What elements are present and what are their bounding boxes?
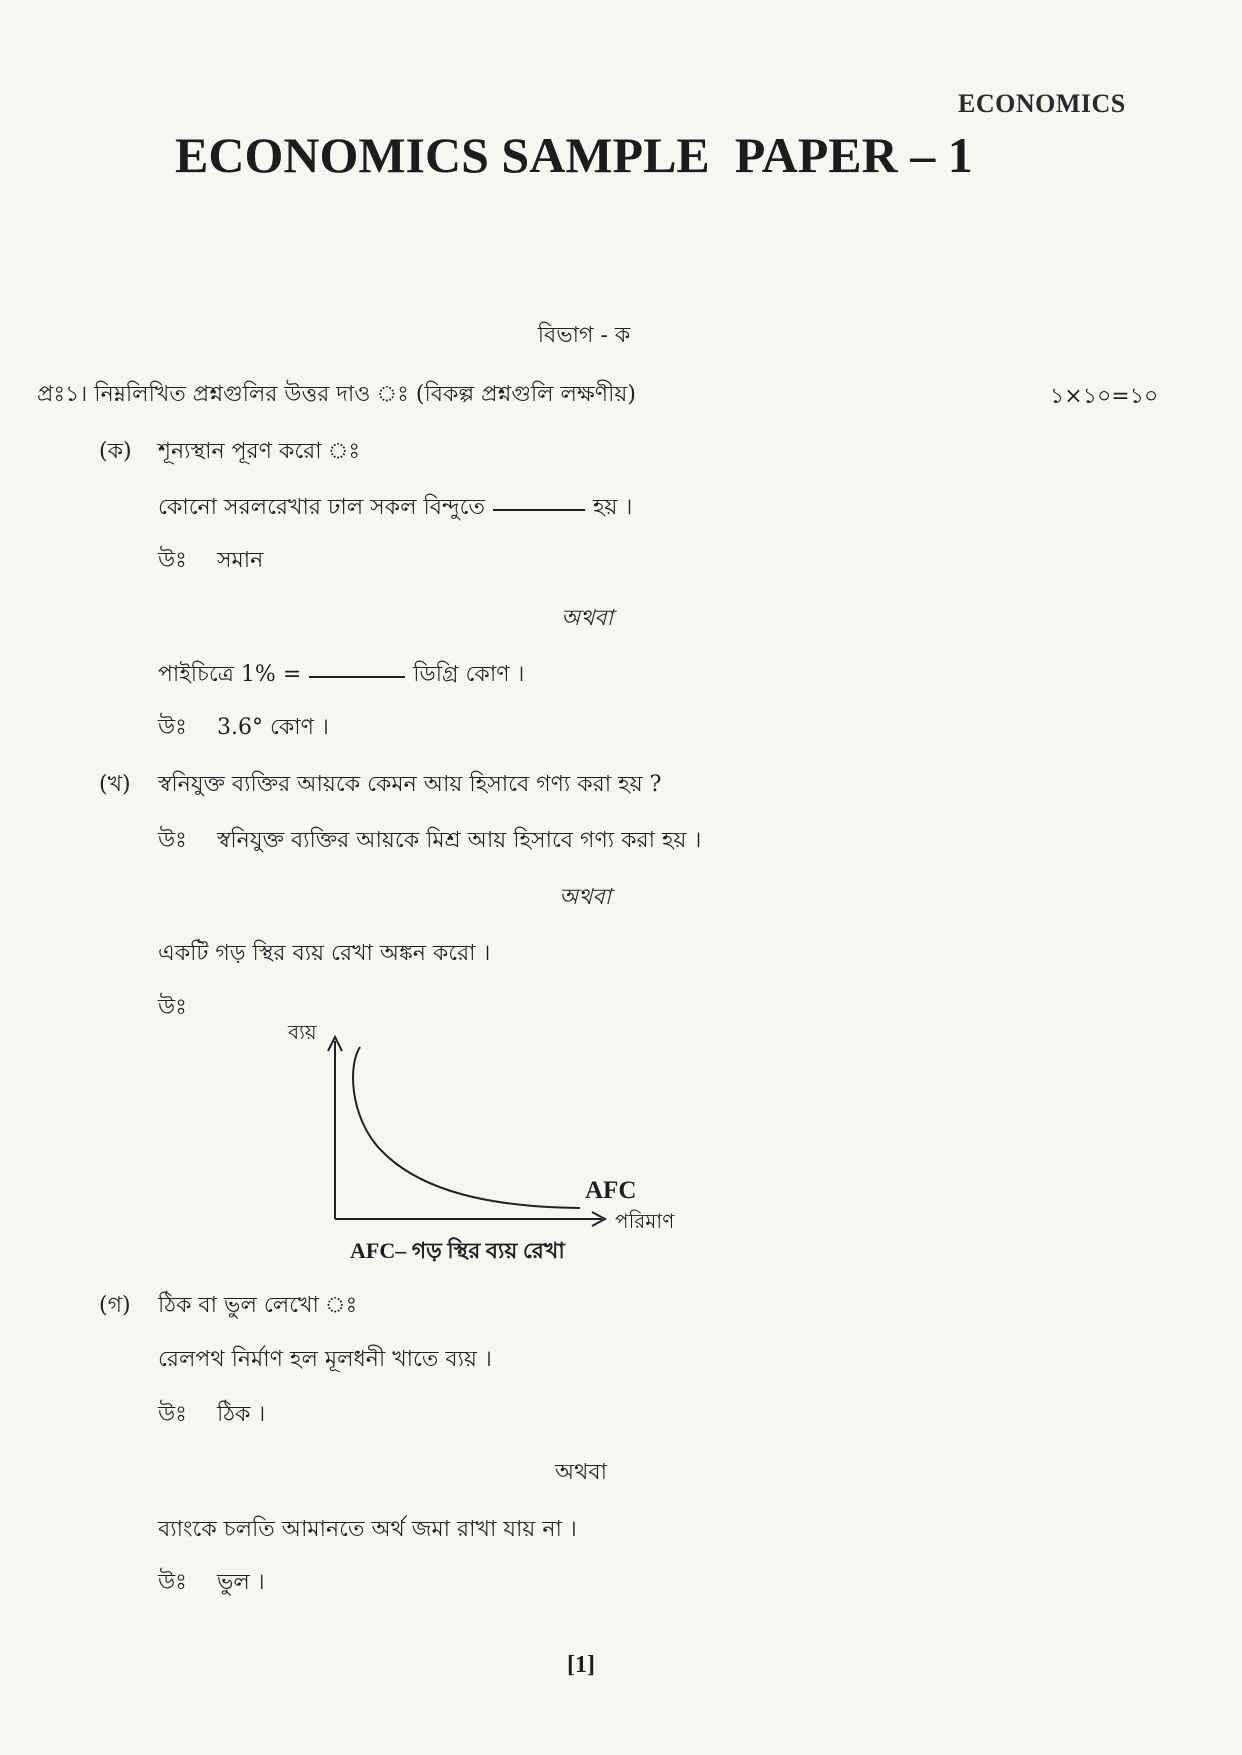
answer-prefix: উঃ: [158, 715, 187, 740]
answer-text: ঠিক ।: [217, 1402, 266, 1427]
or-separator: অথবা: [555, 1460, 607, 1485]
afc-graph: [300, 1025, 630, 1240]
part-ka-answer-2: [158, 714, 329, 742]
subject-header: ECONOMICS: [958, 89, 1126, 118]
answer-text: 3.6° কোণ ।: [217, 715, 329, 740]
answer-prefix: উঃ: [158, 828, 187, 853]
or-separator: অথবা: [559, 885, 611, 910]
fill-in-blank: [309, 675, 405, 678]
y-axis-label: ব্যয়: [288, 1020, 317, 1044]
fill-in-blank: [493, 508, 585, 511]
question-marks: ১×১০=১০: [1050, 384, 1159, 409]
question-text-before-blank: পাইচিত্রে 1% =: [158, 662, 302, 687]
question-text-before-blank: কোনো সরলরেখার ঢাল সকল বিন্দুতে: [158, 495, 485, 520]
part-ga-question-2: ব্যাংকে চলতি আমানতে অর্থ জমা রাখা যায় না ।: [158, 1517, 577, 1542]
part-kha-answer-1: [158, 827, 701, 855]
part-kha-question-1: স্বনিযুক্ত ব্যক্তির আয়কে কেমন আয় হিসাবে গণ্য করা হয় ?: [158, 772, 662, 797]
part-kha-label: (খ): [99, 772, 131, 797]
part-kha-answer-2-prefix: উঃ: [158, 995, 187, 1020]
graph-caption: AFC– গড় স্থির ব্যয় রেখা: [350, 1238, 565, 1263]
section-label: বিভাগ - ক: [537, 323, 631, 348]
question-heading: [37, 381, 636, 409]
part-ga-answer-2: [158, 1569, 265, 1597]
part-ga-answer-1: [158, 1401, 265, 1429]
part-kha-question-2: একটি গড় স্থির ব্যয় রেখা অঙ্কন করো ।: [158, 941, 491, 966]
part-ga-question-1: রেলপথ নির্মাণ হল মূলধনী খাতে ব্যয় ।: [158, 1347, 492, 1372]
afc-curve: [353, 1047, 580, 1208]
part-ga-instruction: ঠিক বা ভুল লেখো ঃ: [158, 1293, 358, 1318]
answer-prefix: উঃ: [158, 1402, 187, 1427]
question-number: প্রঃ১।: [37, 382, 88, 407]
answer-text: সমান: [217, 548, 264, 573]
curve-label: AFC: [585, 1177, 637, 1204]
page-number: [1]: [567, 1652, 595, 1678]
part-ka-answer-1: [158, 547, 263, 575]
answer-prefix: উঃ: [158, 548, 187, 573]
question-text: নিম্নলিখিত প্রশ্নগুলির উত্তর দাও ঃ (বিকল্প প্রশ্নগুলি লক্ষণীয়): [94, 382, 636, 407]
part-ka-question-2: [158, 661, 524, 689]
question-text-after-blank: হয় ।: [593, 495, 633, 520]
part-ka-instruction: শূন্যস্থান পূরণ করো ঃ: [158, 439, 361, 464]
answer-text: স্বনিযুক্ত ব্যক্তির আয়কে মিশ্র আয় হিসাবে গণ্য করা হয় ।: [217, 828, 702, 853]
paper-title: ECONOMICS SAMPLE PAPER – 1: [175, 127, 973, 183]
answer-prefix: উঃ: [158, 1570, 187, 1595]
part-ga-label: (গ): [99, 1293, 131, 1318]
or-separator: অথবা: [561, 606, 613, 631]
answer-text: ভুল ।: [217, 1570, 265, 1595]
question-text-after-blank: ডিগ্রি কোণ ।: [413, 662, 525, 687]
x-axis-label: পরিমাণ: [615, 1209, 675, 1233]
part-ka-question-1: [158, 494, 632, 522]
part-ka-label: (ক): [99, 439, 132, 464]
